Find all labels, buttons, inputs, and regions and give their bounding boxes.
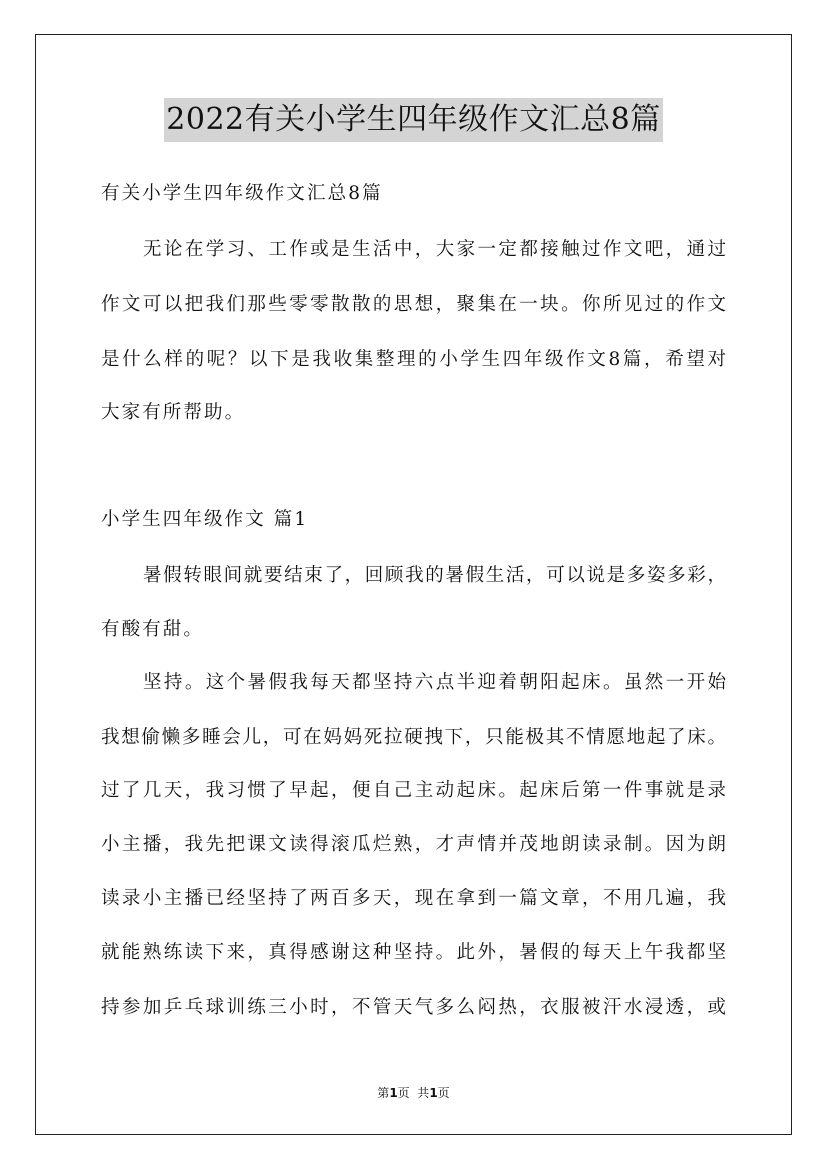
intro-line-4: 大家有所帮助。 — [101, 402, 246, 423]
title-container — [0, 98, 827, 142]
para2-line-3: 过了几天，我习惯了早起，便自己主动起床。起床后第一件事就是录 — [101, 780, 726, 801]
footer-suffix: 页 — [437, 1086, 450, 1100]
para2-line-4: 小主播，我先把课文读得滚瓜烂熟，才声情并茂地朗读录制。因为朗 — [101, 834, 726, 855]
footer-prefix: 第 — [377, 1086, 390, 1100]
para2-line-6: 就能熟练读下来，真得感谢这种坚持。此外，暑假的每天上午我都坚 — [101, 942, 726, 963]
para2-line-5: 读录小主播已经坚持了两百多天，现在拿到一篇文章，不用几遍，我 — [101, 888, 726, 909]
page-footer — [0, 1085, 827, 1101]
document-title: 2022有关小学生四年级作文汇总8篇 — [164, 98, 662, 142]
para2-line-2: 我想偷懒多睡会儿，可在妈妈死拉硬拽下，只能极其不情愿地起了床。 — [101, 727, 726, 748]
para2-line-7: 持参加乒乓球训练三小时，不管天气多么闷热，衣服被汗水浸透，或 — [101, 997, 726, 1018]
document-subtitle: 有关小学生四年级作文汇总8篇 — [101, 183, 383, 204]
para1-line-1: 暑假转眼间就要结束了，回顾我的暑假生活，可以说是多姿多彩， — [143, 565, 726, 586]
intro-line-2: 作文可以把我们那些零零散散的思想，聚集在一块。你所见过的作文 — [101, 294, 726, 315]
para2-line-1: 坚持。这个暑假我每天都坚持六点半迎着朝阳起床。虽然一开始 — [143, 672, 726, 693]
intro-line-3: 是什么样的呢？以下是我收集整理的小学生四年级作文8篇，希望对 — [101, 349, 726, 370]
footer-total-pages: 1 — [429, 1086, 438, 1100]
para1-line-2: 有酸有甜。 — [101, 619, 205, 640]
intro-line-1: 无论在学习、工作或是生活中，大家一定都接触过作文吧，通过 — [143, 239, 726, 260]
section-heading: 小学生四年级作文 篇1 — [101, 509, 309, 530]
footer-mid: 页 共 — [397, 1086, 430, 1100]
footer-current-page: 1 — [389, 1086, 398, 1100]
